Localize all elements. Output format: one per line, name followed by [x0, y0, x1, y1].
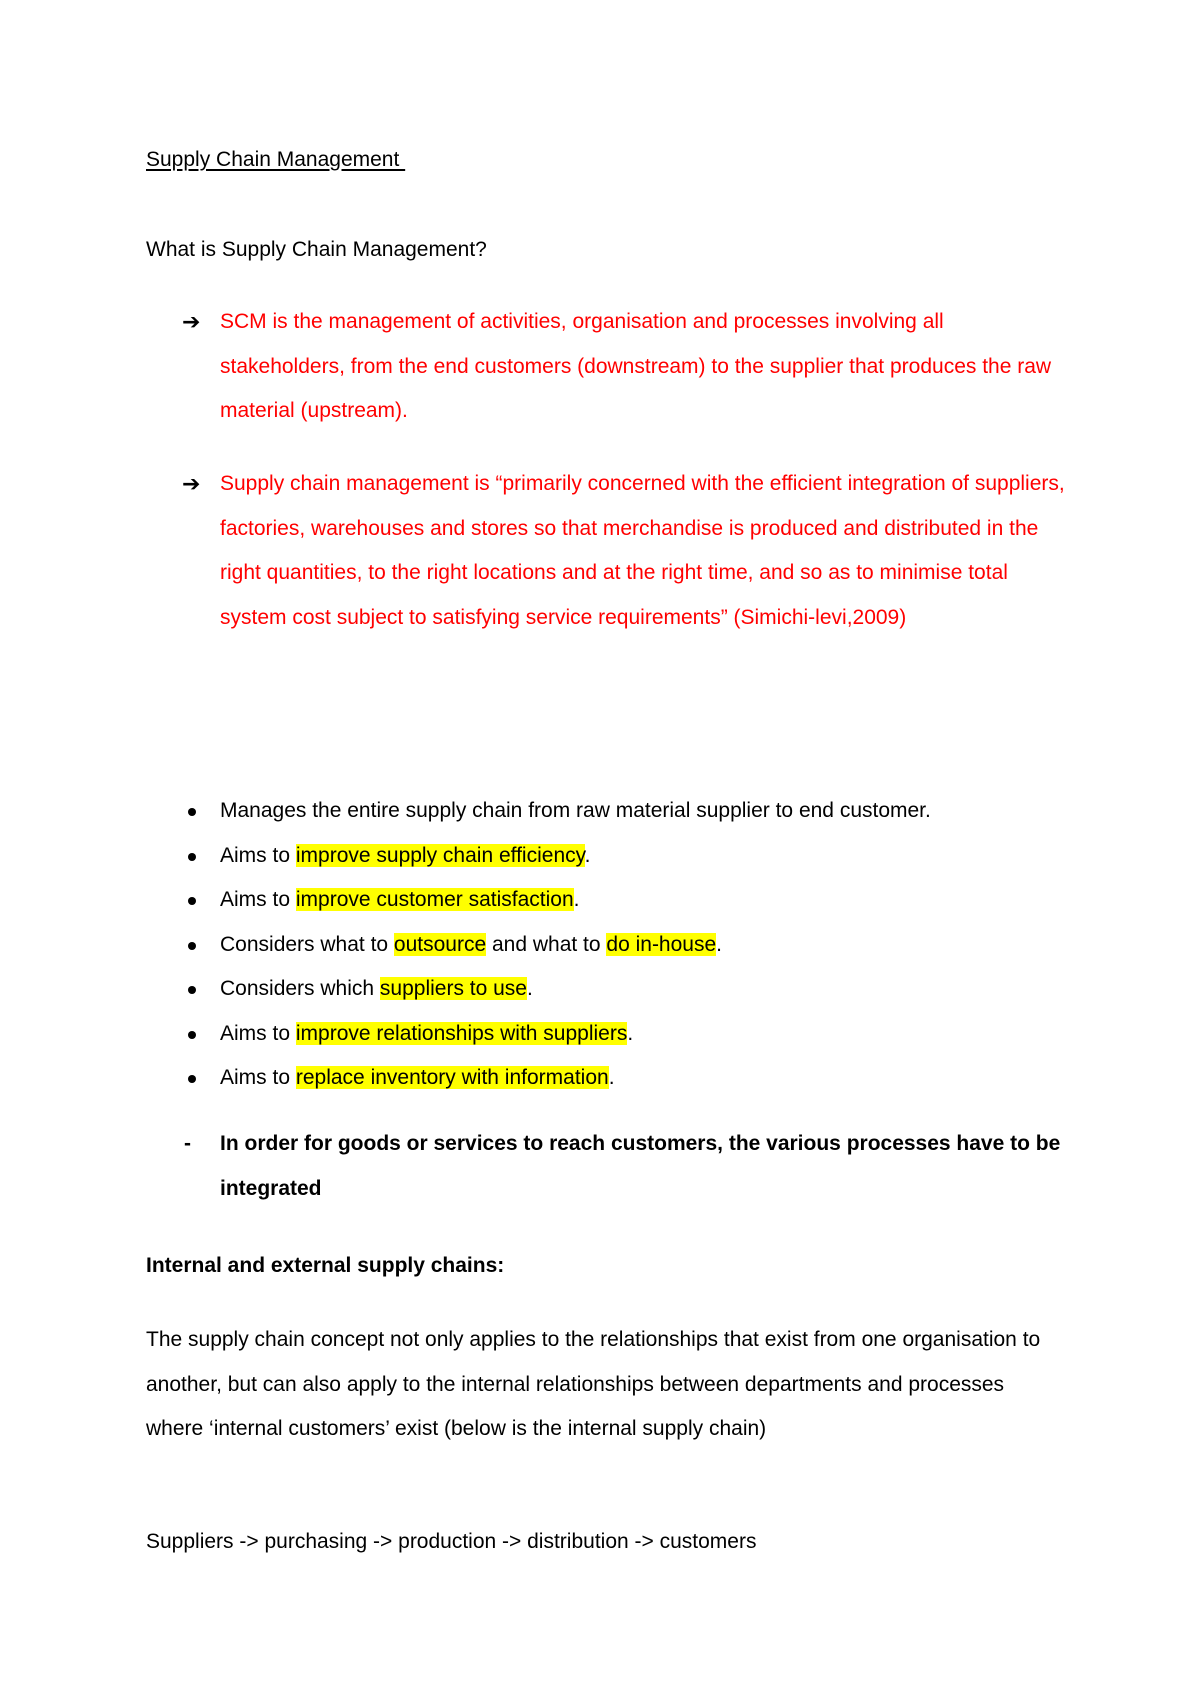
highlighted-text: suppliers to use — [379, 977, 527, 1000]
section-question: What is Supply Chain Management? — [146, 238, 487, 261]
bullet-icon — [188, 986, 196, 994]
definition-quote: Supply chain management is “primarily concerned with the efficient integration of suppliers, factories, warehouses and stores so that merchandise is produced and distributed in the right quantities, to the right locations and at the right time, and so as to minimise total system cost subject to satisfying service requirements” (Simichi-levi,2009) — [220, 472, 1065, 629]
definition-point — [146, 462, 1066, 640]
body-paragraph: The supply chain concept not only applies to the relationships that exist from one organisation to another, but can also apply to the internal relationships between departments and processes where ‘internal customers’ exist (below is the internal supply chain) — [146, 1328, 1041, 1440]
bullet-icon — [188, 1031, 196, 1039]
definition-text: SCM is the management of activities, organisation and processes involving all stakeholders, from the end customers (downstream) to the supplier that produces the raw material (upstream). — [220, 310, 1052, 422]
highlighted-text: outsource — [393, 932, 487, 956]
supply-chain-flow: Suppliers -> purchasing -> production -> distribution -> customers — [146, 1530, 757, 1553]
bullet-icon — [188, 942, 196, 950]
arrow-right-icon: ➔ — [182, 309, 201, 334]
list-item: Considers what to outsource and what to do in-house. — [146, 923, 1066, 968]
highlighted-text: improve customer satisfaction — [295, 888, 574, 911]
highlighted-text: improve relationships with suppliers — [295, 1021, 628, 1045]
bullet-icon — [188, 1075, 196, 1083]
highlighted-text: improve supply chain efficiency — [295, 843, 585, 867]
section-heading: Internal and external supply chains: — [146, 1254, 505, 1277]
list-item: Considers which suppliers to use. — [146, 967, 1066, 1012]
dash-point — [146, 1122, 1066, 1211]
list-item: Manages the entire supply chain from raw material supplier to end customer. — [146, 789, 1066, 834]
list-item: Aims to improve relationships with suppliers. — [146, 1012, 1066, 1057]
highlighted-text: replace inventory with information — [295, 1066, 609, 1089]
page-title: Supply Chain Management — [146, 148, 406, 171]
list-item: Aims to improve customer satisfaction. — [146, 878, 1066, 923]
dash-icon: - — [184, 1132, 191, 1155]
definition-point — [146, 300, 1066, 434]
dash-point-text: In order for goods or services to reach customers, the various processes have to be integrated — [220, 1132, 1061, 1200]
highlighted-text: do in-house — [606, 932, 717, 956]
list-item: Aims to improve supply chain efficiency. — [146, 834, 1066, 879]
bullet-list — [146, 789, 1066, 1101]
bullet-icon — [188, 853, 196, 861]
list-item: Aims to replace inventory with information. — [146, 1056, 1066, 1101]
bullet-icon — [188, 808, 196, 816]
bullet-icon — [188, 897, 196, 905]
arrow-right-icon: ➔ — [182, 471, 201, 496]
